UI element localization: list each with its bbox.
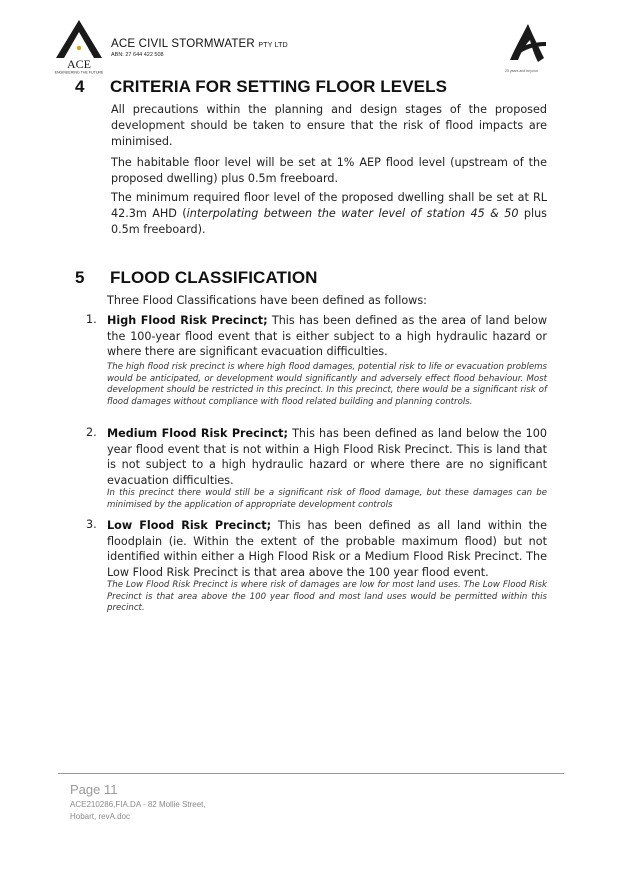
section-4-para-3: The minimum required floor level of the proposed dwelling shall be set at RL 42.3m AHD (interpolating between the water level of station 45 & 50 plus 0.5m freeboard). — [111, 191, 548, 237]
page-number: Page 11 — [70, 782, 118, 797]
document-reference: ACE210286,FIA.DA - 82 Mollie Street, Hobart, revA.doc — [70, 800, 206, 821]
list-item-number: 3. — [86, 518, 97, 531]
list-item: Low Flood Risk Precinct; This has been defined as all land within the floodplain (ie. Within the extent of the probable maximum flood) but not identified within either a High Flood Risk or a Medium Flood Risk Precinct. The Low Flood Risk Precinct is that area above the 100 year flood event. — [107, 519, 547, 579]
section-5-intro: Three Flood Classifications have been defined as follows: — [107, 294, 427, 307]
section-5-number: 5 — [75, 268, 85, 287]
section-4-para-2: The habitable floor level will be set at 1% AEP flood level (upstream of the proposed dwelling) plus 0.5m freeboard. — [111, 156, 547, 186]
logo-text: ACE — [67, 57, 91, 71]
section-5-title: FLOOD CLASSIFICATION — [110, 268, 318, 287]
list-item-number: 2. — [86, 426, 97, 439]
section-4-number: 4 — [75, 77, 85, 96]
list-item-number: 1. — [86, 313, 97, 326]
list-item: Medium Flood Risk Precinct; This has been defined as land below the 100 year flood event that is not within a High Flood Risk Precinct. This is land that is not subject to a high hydraulic hazard or where there are no significant evacuation difficulties. — [107, 427, 547, 487]
section-4-para-1: All precautions within the planning and design stages of the proposed development should be taken to ensure that the risk of flood impacts are minimised. — [111, 103, 547, 149]
company-abn: ABN: 27 644 422 508 — [111, 52, 164, 58]
ace-logo-icon — [50, 18, 108, 74]
anniversary-logo-icon — [508, 22, 548, 66]
section-4-title: CRITERIA FOR SETTING FLOOR LEVELS — [110, 77, 448, 96]
list-item-note: The Low Flood Risk Precinct is where risk of damages are low for most land uses. The Low Flood Risk Precinct is that area above the 100 year flood and most land uses would be permitted within this precinct. — [107, 580, 547, 614]
anniversary-tagline: 25 years and beyond — [505, 69, 538, 73]
logo-tagline: ENGINEERING THE FUTURE — [54, 70, 104, 74]
list-item: High Flood Risk Precinct; This has been defined as the area of land below the 100-year flood event that is either subject to a high hydraulic hazard or where there are significant evacuation difficulties. — [107, 314, 548, 359]
company-name: ACE CIVIL STORMWATER PTY LTD — [111, 38, 288, 50]
list-item-note: The high flood risk precinct is where high flood damages, potential risk to life or evacuation problems would be anticipated, or development would significantly and adversely effect flood behaviour. Most development should be restricted in this precinct. In this precinct, there would be a significant risk of flood damages without compliance with flood related building and planning controls. — [107, 362, 547, 407]
footer-divider — [58, 773, 564, 774]
list-item-note: In this precinct there would still be a significant risk of flood damage, but these damages can be minimised by the application of appropriate development controls — [107, 488, 547, 510]
